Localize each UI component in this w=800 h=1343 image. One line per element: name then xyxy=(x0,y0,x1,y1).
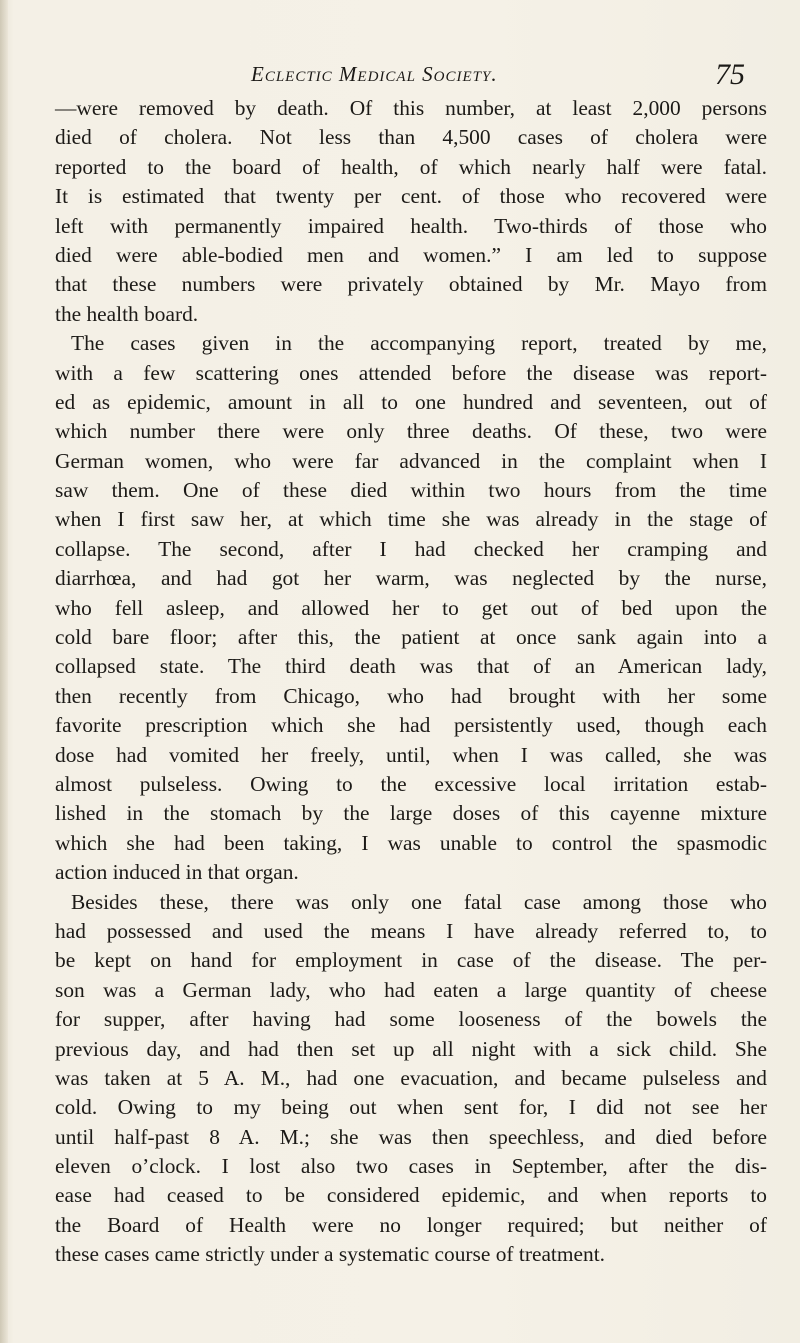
text-line: eleven o’clock. I lost also two cases in September, after the dis- xyxy=(55,1154,767,1179)
running-head xyxy=(0,58,800,98)
text-line: cold. Owing to my being out when sent for, I did not see her xyxy=(55,1095,767,1120)
text-line: with a few scattering ones attended before the disease was report- xyxy=(55,360,767,385)
text-line: died were able-bodied men and women.” I am led to suppose xyxy=(55,242,767,267)
text-line: then recently from Chicago, who had brought with her some xyxy=(55,683,767,708)
text-line: saw them. One of these died within two hours from the time xyxy=(55,478,767,503)
text-line: lished in the stomach by the large doses of this cayenne mixture xyxy=(55,801,767,826)
text-line: be kept on hand for employment in case of the disease. The per- xyxy=(55,948,767,973)
text-line: The cases given in the accompanying report, treated by me, xyxy=(71,331,767,356)
text-line: almost pulseless. Owing to the excessive local irritation estab- xyxy=(55,771,767,796)
text-line: favorite prescription which she had persistently used, though each xyxy=(55,713,767,738)
text-line: the health board. xyxy=(55,301,199,326)
paragraph xyxy=(55,94,767,329)
text-line: that these numbers were privately obtained by Mr. Mayo from xyxy=(55,272,767,297)
text-line: who fell asleep, and allowed her to get out of bed upon the xyxy=(55,595,767,620)
text-line: when I first saw her, at which time she was already in the stage of xyxy=(55,507,767,532)
text-line: left with permanently impaired health. Two-thirds of those who xyxy=(55,213,767,238)
text-line: these cases came strictly under a systematic course of treatment. xyxy=(55,1242,605,1267)
text-line: collapse. The second, after I had checked her cramping and xyxy=(55,536,767,561)
text-line: collapsed state. The third death was that of an American lady, xyxy=(55,654,767,679)
text-line: until half-past 8 A. M.; she was then speechless, and died before xyxy=(55,1124,767,1149)
text-line: previous day, and had then set up all night with a sick child. She xyxy=(55,1036,767,1061)
text-line: which she had been taking, I was unable to control the spasmodic xyxy=(55,830,767,855)
text-line: for supper, after having had some looseness of the bowels the xyxy=(55,1007,767,1032)
text-line: son was a German lady, who had eaten a large quantity of cheese xyxy=(55,977,767,1002)
text-line: which number there were only three deaths. Of these, two were xyxy=(55,419,767,444)
text-line: It is estimated that twenty per cent. of those who recovered were xyxy=(55,184,767,209)
text-line: the Board of Health were no longer required; but neither of xyxy=(55,1212,767,1237)
paragraph xyxy=(55,888,767,1270)
text-line: cold bare floor; after this, the patient at once sank again into a xyxy=(55,625,767,650)
paragraph xyxy=(55,329,767,887)
text-line: German women, who were far advanced in the complaint when I xyxy=(55,448,767,473)
page-gutter-shadow xyxy=(0,0,8,1343)
text-line: reported to the board of health, of which nearly half were fatal. xyxy=(55,154,767,179)
text-line: had possessed and used the means I have already referred to, to xyxy=(55,918,767,943)
page-number: 75 xyxy=(715,58,745,91)
text-line: ease had ceased to be considered epidemic, and when reports to xyxy=(55,1183,767,1208)
running-head-title: Eclectic Medical Society. xyxy=(251,62,498,86)
text-line: was taken at 5 A. M., had one evacuation, and became pulseless and xyxy=(55,1065,767,1090)
text-line: dose had vomited her freely, until, when I was called, she was xyxy=(55,742,767,767)
text-line: action induced in that organ. xyxy=(55,860,299,885)
text-line: —were removed by death. Of this number, at least 2,000 persons xyxy=(55,96,767,120)
text-line: Besides these, there was only one fatal case among those who xyxy=(71,889,767,914)
text-line: ed as epidemic, amount in all to one hundred and seventeen, out of xyxy=(55,389,767,414)
text-line: died of cholera. Not less than 4,500 cases of cholera were xyxy=(55,125,767,150)
body-text xyxy=(55,94,767,1270)
text-line: diarrhœa, and had got her warm, was neglected by the nurse, xyxy=(55,566,767,591)
